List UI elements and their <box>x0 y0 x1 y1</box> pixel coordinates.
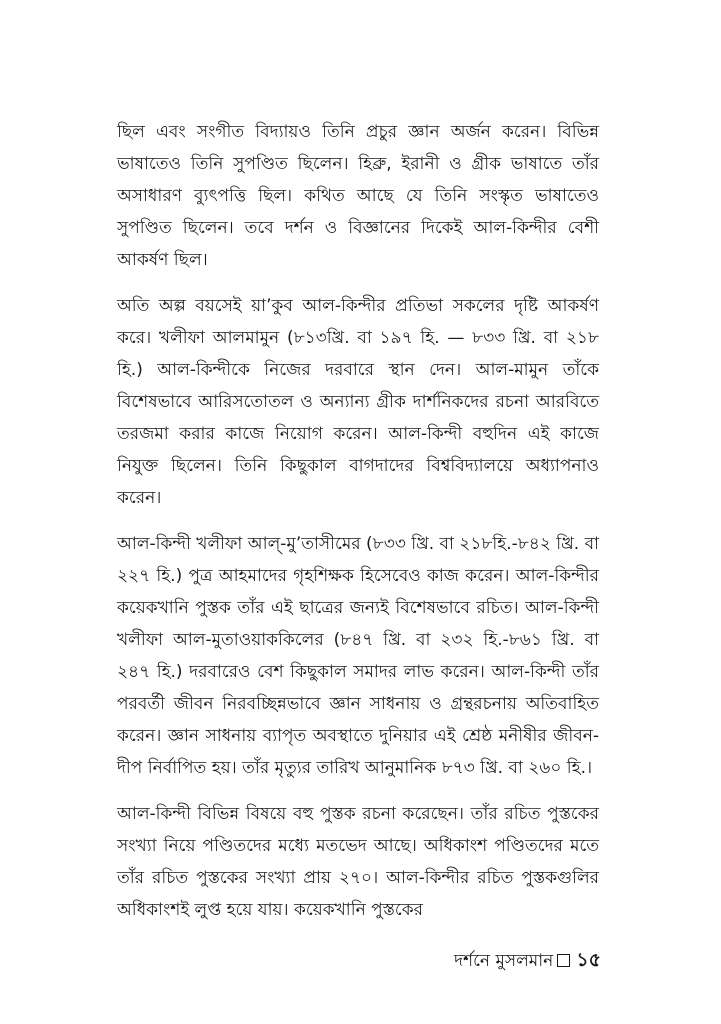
square-separator-icon <box>557 954 570 967</box>
paragraph-2: অতি অল্প বয়সেই য়া’কুব আল-কিন্দীর প্রতিভা সকলের দৃষ্টি আকর্ষণ করে। খলীফা আলমামুন (৮১৩খ্রি. বা ১৯৭ হি. — ৮৩৩ খ্রি. বা ২১৮ হি.) আল-কিন্দীকে নিজের দরবারে স্থান দেন। আল-মামুন তাঁকে বিশেষভাবে আরিসতোতল ও অন্যান্য গ্রীক দার্শনিকদের রচনা আরবিতে তরজমা করার কাজে নিয়োগ করেন। আল-কিন্দী বহুদিন এই কাজে নিযুক্ত ছিলেন। তিনি কিছুকাল বাগদাদের বিশ্ববিদ্যালয়ে অধ্যাপনাও করেন। <box>117 296 599 508</box>
page-footer <box>117 948 601 973</box>
page-body <box>117 116 599 940</box>
page-number: ১৫ <box>576 949 601 971</box>
paragraph-3: আল-কিন্দী খলীফা আল্-মু’তাসীমের (৮৩৩ খ্রি. বা ২১৮হি.-৮৪২ খ্রি. বা ২২৭ হি.) পুত্র আহমাদের গৃহশিক্ষক হিসেবেও কাজ করেন। আল-কিন্দীর কয়েকখানি পুস্তক তাঁর এই ছাত্রের জন্যই বিশেষভাবে রচিত। আল-কিন্দী খলীফা আল-মুতাওয়াককিলের (৮৪৭ খ্রি. বা ২৩২ হি.-৮৬১ খ্রি. বা ২৪৭ হি.) দরবারেও বেশ কিছুকাল সমাদর লাভ করেন। আল-কিন্দী তাঁর পরবর্তী জীবন নিরবচ্ছিন্নভাবে জ্ঞান সাধনায় ও গ্রন্থরচনায় অতিবাহিত করেন। জ্ঞান সাধনায় ব্যাপৃত অবস্থাতে দুনিয়ার এই শ্রেষ্ঠ মনীষীর জীবন-দীপ নির্বাপিত হয়। তাঁর মৃত্যুর তারিখ আনুমানিক ৮৭৩ খ্রি. বা ২৬০ হি.। <box>117 534 599 778</box>
paragraph-4: আল-কিন্দী বিভিন্ন বিষয়ে বহু পুস্তক রচনা করেছেন। তাঁর রচিত পুস্তকের সংখ্যা নিয়ে পণ্ডিতদের মধ্যে মতভেদ আছে। অধিকাংশ পণ্ডিতদের মতে তাঁর রচিত পুস্তকের সংখ্যা প্রায় ২৭০। আল-কিন্দীর রচিত পুস্তকগুলির অধিকাংশই লুপ্ত হয়ে যায়। কয়েকখানি পুস্তকের <box>117 804 599 920</box>
paragraph-1: ছিল এবং সংগীত বিদ্যায়ও তিনি প্রচুর জ্ঞান অর্জন করেন। বিভিন্ন ভাষাতেও তিনি সুপণ্ডিত ছিলেন। হিব্রু, ইরানী ও গ্রীক ভাষাতে তাঁর অসাধারণ ব্যুৎপত্তি ছিল। কথিত আছে যে তিনি সংস্কৃত ভাষাতেও সুপণ্ডিত ছিলেন। তবে দর্শন ও বিজ্ঞানের দিকেই আল-কিন্দীর বেশী আকর্ষণ ছিল। <box>117 122 599 270</box>
running-title: দর্শনে মুসলমান <box>454 951 554 971</box>
